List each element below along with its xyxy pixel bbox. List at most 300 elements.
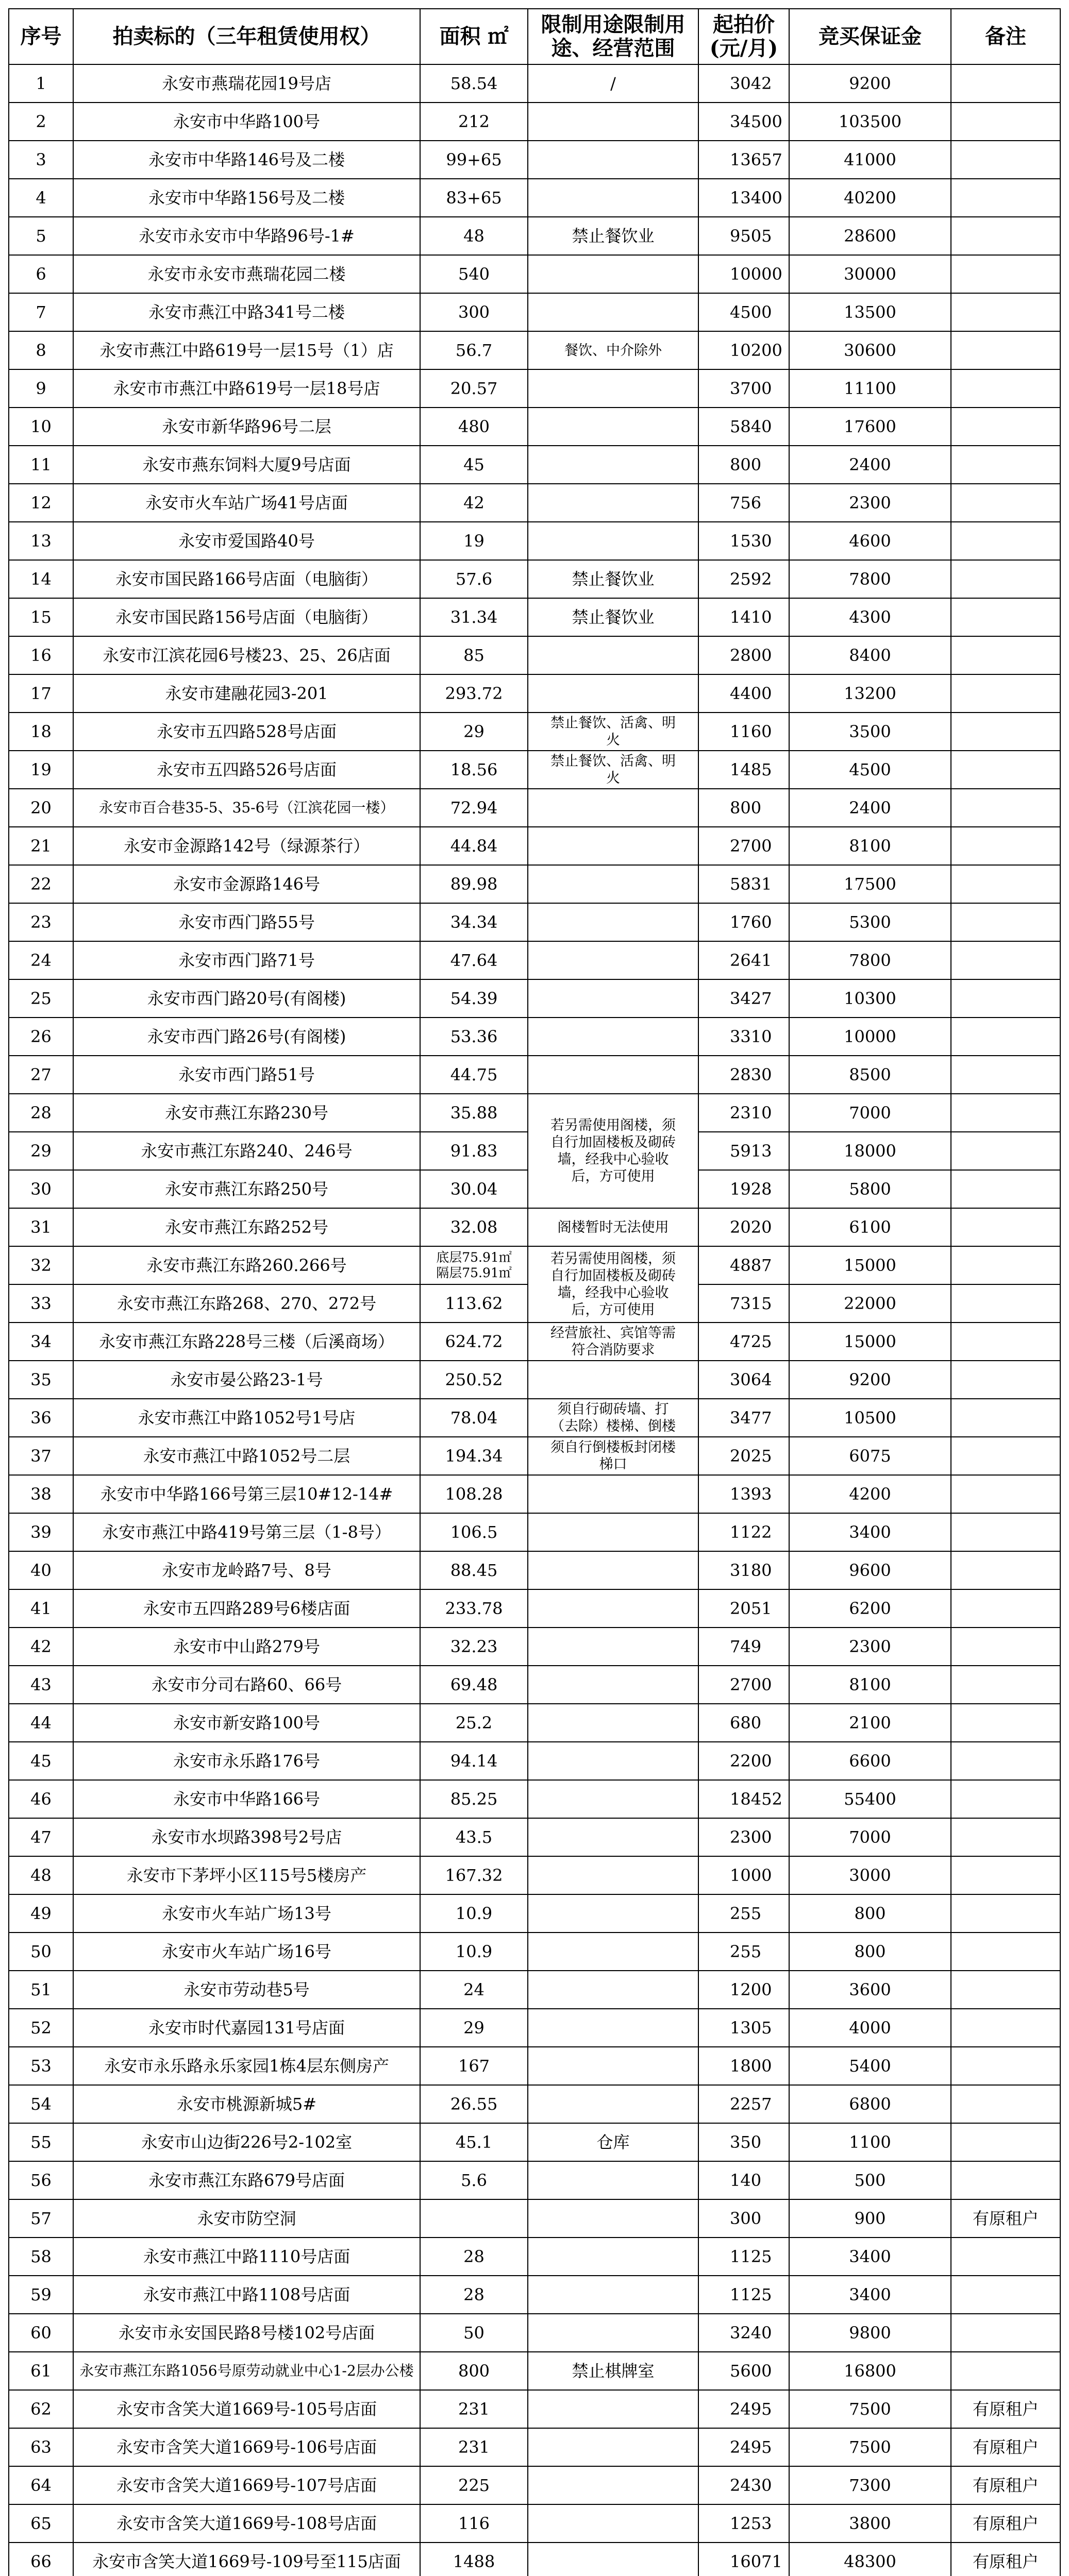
restriction-cell	[528, 1628, 699, 1666]
deposit-cell: 1100	[790, 2124, 951, 2162]
restriction-cell	[528, 2467, 699, 2505]
area-cell: 26.55	[421, 2086, 528, 2124]
starting-price-cell: 255	[699, 1933, 790, 1971]
serial-number-cell: 59	[9, 2276, 74, 2314]
remark-cell	[951, 980, 1061, 1018]
area-cell: 32.08	[421, 1209, 528, 1247]
starting-price-cell: 10200	[699, 332, 790, 370]
auction-item-cell: 永安市燕江东路260.266号	[74, 1247, 421, 1285]
area-cell: 69.48	[421, 1666, 528, 1704]
starting-price-cell: 3180	[699, 1552, 790, 1590]
deposit-cell: 3400	[790, 1514, 951, 1552]
deposit-cell: 2300	[790, 1628, 951, 1666]
remark-cell	[951, 217, 1061, 256]
header-price-line2: (元/月)	[709, 36, 778, 60]
remark-cell	[951, 2314, 1061, 2352]
auction-item-cell: 永安市燕江中路1052号1号店	[74, 1399, 421, 1437]
remark-cell: 有原租户	[951, 2543, 1061, 2576]
serial-number-cell: 62	[9, 2391, 74, 2429]
header-price-line1: 起拍价	[713, 12, 775, 37]
restriction-cell	[528, 2505, 699, 2543]
auction-item-cell: 永安市燕江东路252号	[74, 1209, 421, 1247]
restriction-cell	[528, 1781, 699, 1819]
restriction-cell: 禁止餐饮业	[528, 599, 699, 637]
restriction-cell	[528, 2543, 699, 2576]
restriction-cell	[528, 1361, 699, 1399]
serial-number-cell: 56	[9, 2162, 74, 2200]
starting-price-cell: 2495	[699, 2391, 790, 2429]
remark-cell	[951, 370, 1061, 408]
deposit-cell: 28600	[790, 217, 951, 256]
area-cell: 800	[421, 2352, 528, 2391]
area-cell: 89.98	[421, 866, 528, 904]
deposit-cell: 7000	[790, 1094, 951, 1132]
area-cell: 10.9	[421, 1895, 528, 1933]
remark-cell	[951, 1094, 1061, 1132]
restriction-cell	[528, 2200, 699, 2238]
serial-number-cell: 22	[9, 866, 74, 904]
starting-price-cell: 1485	[699, 751, 790, 789]
starting-price-cell: 3240	[699, 2314, 790, 2352]
deposit-cell: 4000	[790, 2009, 951, 2047]
area-cell: 1488	[421, 2543, 528, 2576]
serial-number-cell: 40	[9, 1552, 74, 1590]
auction-item-cell: 永安市永安市燕瑞花园二楼	[74, 256, 421, 294]
area-cell: 28	[421, 2276, 528, 2314]
remark-cell	[951, 2238, 1061, 2276]
auction-item-cell: 永安市中华路166号	[74, 1781, 421, 1819]
starting-price-cell: 756	[699, 484, 790, 522]
restriction-cell	[528, 1476, 699, 1514]
area-cell: 5.6	[421, 2162, 528, 2200]
auction-item-cell: 永安市分司右路60、66号	[74, 1666, 421, 1704]
auction-item-cell: 永安市爱国路40号	[74, 522, 421, 561]
deposit-cell: 30600	[790, 332, 951, 370]
restriction-cell: 经营旅社、宾馆等需符合消防要求	[528, 1323, 699, 1361]
serial-number-cell: 34	[9, 1323, 74, 1361]
restriction-cell	[528, 1819, 699, 1857]
serial-number-cell: 8	[9, 332, 74, 370]
starting-price-cell: 2051	[699, 1590, 790, 1628]
serial-number-cell: 31	[9, 1209, 74, 1247]
remark-cell	[951, 522, 1061, 561]
auction-item-cell: 永安市燕瑞花园19号店	[74, 65, 421, 103]
remark-cell	[951, 1590, 1061, 1628]
remark-cell	[951, 2352, 1061, 2391]
starting-price-cell: 10000	[699, 256, 790, 294]
header-restriction-line1: 限制用途限制用	[541, 12, 686, 37]
serial-number-cell: 37	[9, 1437, 74, 1476]
remark-cell	[951, 1971, 1061, 2009]
restriction-cell	[528, 1857, 699, 1895]
starting-price-cell: 2430	[699, 2467, 790, 2505]
auction-item-cell: 永安市江滨花园6号楼23、25、26店面	[74, 637, 421, 675]
restriction-cell	[528, 1704, 699, 1742]
deposit-cell: 13500	[790, 294, 951, 332]
starting-price-cell: 3042	[699, 65, 790, 103]
serial-number-cell: 23	[9, 904, 74, 942]
header-starting-price	[699, 9, 790, 65]
deposit-cell: 6200	[790, 1590, 951, 1628]
restriction-cell	[528, 103, 699, 141]
starting-price-cell: 2830	[699, 1056, 790, 1094]
remark-cell	[951, 1247, 1061, 1285]
restriction-cell	[528, 2429, 699, 2467]
serial-number-cell: 39	[9, 1514, 74, 1552]
area-cell: 47.64	[421, 942, 528, 980]
remark-cell	[951, 1285, 1061, 1323]
area-cell: 53.36	[421, 1018, 528, 1056]
auction-item-cell: 永安市金源路142号（绿源茶行）	[74, 827, 421, 866]
remark-cell	[951, 751, 1061, 789]
starting-price-cell: 2300	[699, 1819, 790, 1857]
area-cell: 29	[421, 713, 528, 751]
restriction-cell	[528, 1552, 699, 1590]
starting-price-cell: 3477	[699, 1399, 790, 1437]
deposit-cell: 40200	[790, 179, 951, 217]
area-cell: 44.75	[421, 1056, 528, 1094]
deposit-cell: 10500	[790, 1399, 951, 1437]
auction-item-cell: 永安市火车站广场13号	[74, 1895, 421, 1933]
auction-item-cell: 永安市燕江东路228号三楼（后溪商场）	[74, 1323, 421, 1361]
remark-cell	[951, 827, 1061, 866]
area-cell: 45	[421, 446, 528, 484]
restriction-cell	[528, 675, 699, 713]
starting-price-cell: 1410	[699, 599, 790, 637]
remark-cell	[951, 2162, 1061, 2200]
serial-number-cell: 19	[9, 751, 74, 789]
auction-item-cell: 永安市含笑大道1669号-108号店面	[74, 2505, 421, 2543]
starting-price-cell: 5831	[699, 866, 790, 904]
remark-cell	[951, 904, 1061, 942]
auction-item-cell: 永安市燕江东路268、270、272号	[74, 1285, 421, 1323]
remark-cell	[951, 1209, 1061, 1247]
auction-table	[8, 8, 1061, 2576]
area-cell: 28	[421, 2238, 528, 2276]
auction-item-cell: 永安市水坝路398号2号店	[74, 1819, 421, 1857]
serial-number-cell: 43	[9, 1666, 74, 1704]
deposit-cell: 15000	[790, 1323, 951, 1361]
deposit-cell: 3400	[790, 2238, 951, 2276]
remark-cell: 有原租户	[951, 2467, 1061, 2505]
serial-number-cell: 49	[9, 1895, 74, 1933]
deposit-cell: 4200	[790, 1476, 951, 1514]
starting-price-cell: 9505	[699, 217, 790, 256]
deposit-cell: 55400	[790, 1781, 951, 1819]
auction-item-cell: 永安市建融花园3-201	[74, 675, 421, 713]
auction-item-cell: 永安市含笑大道1669号-107号店面	[74, 2467, 421, 2505]
area-cell: 32.23	[421, 1628, 528, 1666]
serial-number-cell: 63	[9, 2429, 74, 2467]
deposit-cell: 5400	[790, 2047, 951, 2086]
area-cell: 18.56	[421, 751, 528, 789]
starting-price-cell: 1253	[699, 2505, 790, 2543]
auction-item-cell: 永安市燕江中路419号第三层（1-8号）	[74, 1514, 421, 1552]
deposit-cell: 500	[790, 2162, 951, 2200]
auction-item-cell: 永安市市燕江中路619号一层18号店	[74, 370, 421, 408]
serial-number-cell: 18	[9, 713, 74, 751]
auction-item-cell: 永安市火车站广场16号	[74, 1933, 421, 1971]
deposit-cell: 41000	[790, 141, 951, 179]
auction-item-cell: 永安市永乐路永乐家园1栋4层东侧房产	[74, 2047, 421, 2086]
auction-item-cell: 永安市西门路71号	[74, 942, 421, 980]
auction-item-cell: 永安市中华路100号	[74, 103, 421, 141]
auction-item-cell: 永安市燕江东路679号店面	[74, 2162, 421, 2200]
restriction-cell	[528, 866, 699, 904]
serial-number-cell: 13	[9, 522, 74, 561]
serial-number-cell: 14	[9, 561, 74, 599]
restriction-cell	[528, 408, 699, 446]
area-cell: 54.39	[421, 980, 528, 1018]
starting-price-cell: 7315	[699, 1285, 790, 1323]
starting-price-cell: 2200	[699, 1742, 790, 1781]
deposit-cell: 9200	[790, 65, 951, 103]
header-restriction-line2: 途、经营范围	[551, 36, 675, 60]
serial-number-cell: 11	[9, 446, 74, 484]
deposit-cell: 9200	[790, 1361, 951, 1399]
deposit-cell: 3500	[790, 713, 951, 751]
serial-number-cell: 24	[9, 942, 74, 980]
deposit-cell: 5800	[790, 1171, 951, 1209]
restriction-cell	[528, 1590, 699, 1628]
auction-item-cell: 永安市燕江东路240、246号	[74, 1132, 421, 1171]
area-cell: 225	[421, 2467, 528, 2505]
area-cell: 99+65	[421, 141, 528, 179]
restriction-cell	[528, 637, 699, 675]
serial-number-cell: 47	[9, 1819, 74, 1857]
deposit-cell: 17500	[790, 866, 951, 904]
serial-number-cell: 4	[9, 179, 74, 217]
deposit-cell: 6075	[790, 1437, 951, 1476]
serial-number-cell: 55	[9, 2124, 74, 2162]
restriction-cell	[528, 256, 699, 294]
restriction-cell	[528, 942, 699, 980]
deposit-cell: 3000	[790, 1857, 951, 1895]
area-cell: 91.83	[421, 1132, 528, 1171]
area-cell: 19	[421, 522, 528, 561]
area-cell: 31.34	[421, 599, 528, 637]
auction-item-cell: 永安市五四路526号店面	[74, 751, 421, 789]
area-cell: 212	[421, 103, 528, 141]
area-cell: 20.57	[421, 370, 528, 408]
restriction-cell	[528, 2238, 699, 2276]
serial-number-cell: 44	[9, 1704, 74, 1742]
serial-number-cell: 16	[9, 637, 74, 675]
restriction-cell	[528, 827, 699, 866]
area-cell: 293.72	[421, 675, 528, 713]
remark-cell	[951, 103, 1061, 141]
area-cell: 44.84	[421, 827, 528, 866]
area-cell: 540	[421, 256, 528, 294]
serial-number-cell: 33	[9, 1285, 74, 1323]
deposit-cell: 7500	[790, 2391, 951, 2429]
area-cell: 624.72	[421, 1323, 528, 1361]
serial-number-cell: 15	[9, 599, 74, 637]
remark-cell	[951, 484, 1061, 522]
restriction-cell	[528, 1018, 699, 1056]
remark-cell	[951, 1552, 1061, 1590]
deposit-cell: 7800	[790, 561, 951, 599]
deposit-cell: 2300	[790, 484, 951, 522]
starting-price-cell: 800	[699, 789, 790, 827]
serial-number-cell: 28	[9, 1094, 74, 1132]
remark-cell: 有原租户	[951, 2200, 1061, 2238]
remark-cell	[951, 1514, 1061, 1552]
auction-item-cell: 永安市时代嘉园131号店面	[74, 2009, 421, 2047]
serial-number-cell: 10	[9, 408, 74, 446]
starting-price-cell: 2641	[699, 942, 790, 980]
starting-price-cell: 2800	[699, 637, 790, 675]
remark-cell	[951, 713, 1061, 751]
restriction-cell: 若另需使用阁楼，须自行加固楼板及砌砖墙，经我中心验收后，方可使用	[528, 1247, 699, 1323]
restriction-cell	[528, 484, 699, 522]
remark-cell: 有原租户	[951, 2391, 1061, 2429]
remark-cell	[951, 179, 1061, 217]
serial-number-cell: 21	[9, 827, 74, 866]
area-cell: 85	[421, 637, 528, 675]
remark-cell	[951, 65, 1061, 103]
deposit-cell: 2400	[790, 789, 951, 827]
remark-cell	[951, 1819, 1061, 1857]
auction-item-cell: 永安市燕江中路1108号店面	[74, 2276, 421, 2314]
serial-number-cell: 25	[9, 980, 74, 1018]
auction-item-cell: 永安市五四路528号店面	[74, 713, 421, 751]
auction-item-cell: 永安市西门路55号	[74, 904, 421, 942]
auction-item-cell: 永安市新安路100号	[74, 1704, 421, 1742]
area-cell: 106.5	[421, 1514, 528, 1552]
starting-price-cell: 2700	[699, 1666, 790, 1704]
auction-item-cell: 永安市金源路146号	[74, 866, 421, 904]
remark-cell	[951, 141, 1061, 179]
area-cell: 108.28	[421, 1476, 528, 1514]
remark-cell	[951, 2047, 1061, 2086]
auction-item-cell: 永安市火车站广场41号店面	[74, 484, 421, 522]
restriction-cell: 阁楼暂时无法使用	[528, 1209, 699, 1247]
deposit-cell: 2100	[790, 1704, 951, 1742]
restriction-cell: 若另需使用阁楼，须自行加固楼板及砌砖墙，经我中心验收后，方可使用	[528, 1094, 699, 1209]
deposit-cell: 15000	[790, 1247, 951, 1285]
restriction-cell	[528, 141, 699, 179]
auction-item-cell: 永安市永安国民路8号楼102号店面	[74, 2314, 421, 2352]
auction-item-cell: 永安市防空洞	[74, 2200, 421, 2238]
restriction-cell: 禁止餐饮业	[528, 561, 699, 599]
area-cell: 231	[421, 2429, 528, 2467]
remark-cell	[951, 1933, 1061, 1971]
deposit-cell: 13200	[790, 675, 951, 713]
remark-cell	[951, 637, 1061, 675]
remark-cell	[951, 1171, 1061, 1209]
serial-number-cell: 46	[9, 1781, 74, 1819]
header-serial-number: 序号	[9, 9, 74, 65]
starting-price-cell: 13400	[699, 179, 790, 217]
restriction-cell	[528, 2391, 699, 2429]
starting-price-cell: 1160	[699, 713, 790, 751]
area-cell: 300	[421, 294, 528, 332]
starting-price-cell: 5600	[699, 2352, 790, 2391]
serial-number-cell: 41	[9, 1590, 74, 1628]
remark-cell	[951, 2276, 1061, 2314]
area-cell: 10.9	[421, 1933, 528, 1971]
area-cell: 194.34	[421, 1437, 528, 1476]
area-cell: 83+65	[421, 179, 528, 217]
auction-item-cell: 永安市含笑大道1669号-109号至115店面	[74, 2543, 421, 2576]
restriction-cell: 禁止餐饮、活禽、明火	[528, 713, 699, 751]
auction-item-cell: 永安市桃源新城5#	[74, 2086, 421, 2124]
auction-item-cell: 永安市燕江东路1056号原劳动就业中心1-2层办公楼	[74, 2352, 421, 2391]
serial-number-cell: 58	[9, 2238, 74, 2276]
remark-cell	[951, 942, 1061, 980]
serial-number-cell: 29	[9, 1132, 74, 1171]
restriction-cell	[528, 1971, 699, 2009]
serial-number-cell: 6	[9, 256, 74, 294]
area-cell	[421, 2200, 528, 2238]
remark-cell: 有原租户	[951, 2429, 1061, 2467]
remark-cell	[951, 2086, 1061, 2124]
area-cell: 24	[421, 1971, 528, 2009]
remark-cell	[951, 1361, 1061, 1399]
starting-price-cell: 2495	[699, 2429, 790, 2467]
deposit-cell: 8100	[790, 827, 951, 866]
starting-price-cell: 800	[699, 446, 790, 484]
auction-item-cell: 永安市永乐路176号	[74, 1742, 421, 1781]
restriction-cell: /	[528, 65, 699, 103]
restriction-cell	[528, 2314, 699, 2352]
area-cell: 250.52	[421, 1361, 528, 1399]
remark-cell	[951, 1628, 1061, 1666]
starting-price-cell: 300	[699, 2200, 790, 2238]
serial-number-cell: 66	[9, 2543, 74, 2576]
restriction-cell	[528, 370, 699, 408]
remark-cell	[951, 1742, 1061, 1781]
serial-number-cell: 9	[9, 370, 74, 408]
area-cell: 57.6	[421, 561, 528, 599]
restriction-cell: 禁止餐饮业	[528, 217, 699, 256]
remark-cell	[951, 599, 1061, 637]
serial-number-cell: 3	[9, 141, 74, 179]
deposit-cell: 4300	[790, 599, 951, 637]
serial-number-cell: 54	[9, 2086, 74, 2124]
auction-item-cell: 永安市五四路289号6楼店面	[74, 1590, 421, 1628]
starting-price-cell: 1125	[699, 2276, 790, 2314]
serial-number-cell: 5	[9, 217, 74, 256]
starting-price-cell: 5913	[699, 1132, 790, 1171]
remark-cell	[951, 1437, 1061, 1476]
restriction-cell	[528, 1056, 699, 1094]
serial-number-cell: 2	[9, 103, 74, 141]
auction-item-cell: 永安市龙岭路7号、8号	[74, 1552, 421, 1590]
restriction-cell	[528, 446, 699, 484]
starting-price-cell: 1125	[699, 2238, 790, 2276]
area-cell: 底层75.91㎡ 隔层75.91㎡	[421, 1247, 528, 1285]
deposit-cell: 103500	[790, 103, 951, 141]
deposit-cell: 48300	[790, 2543, 951, 2576]
auction-item-cell: 永安市新华路96号二层	[74, 408, 421, 446]
remark-cell: 有原租户	[951, 2505, 1061, 2543]
deposit-cell: 11100	[790, 370, 951, 408]
remark-cell	[951, 1399, 1061, 1437]
deposit-cell: 9600	[790, 1552, 951, 1590]
deposit-cell: 8100	[790, 1666, 951, 1704]
deposit-cell: 5300	[790, 904, 951, 942]
deposit-cell: 8400	[790, 637, 951, 675]
restriction-cell	[528, 2009, 699, 2047]
remark-cell	[951, 1323, 1061, 1361]
remark-cell	[951, 2124, 1061, 2162]
deposit-cell: 800	[790, 1895, 951, 1933]
starting-price-cell: 350	[699, 2124, 790, 2162]
remark-cell	[951, 1895, 1061, 1933]
starting-price-cell: 1122	[699, 1514, 790, 1552]
